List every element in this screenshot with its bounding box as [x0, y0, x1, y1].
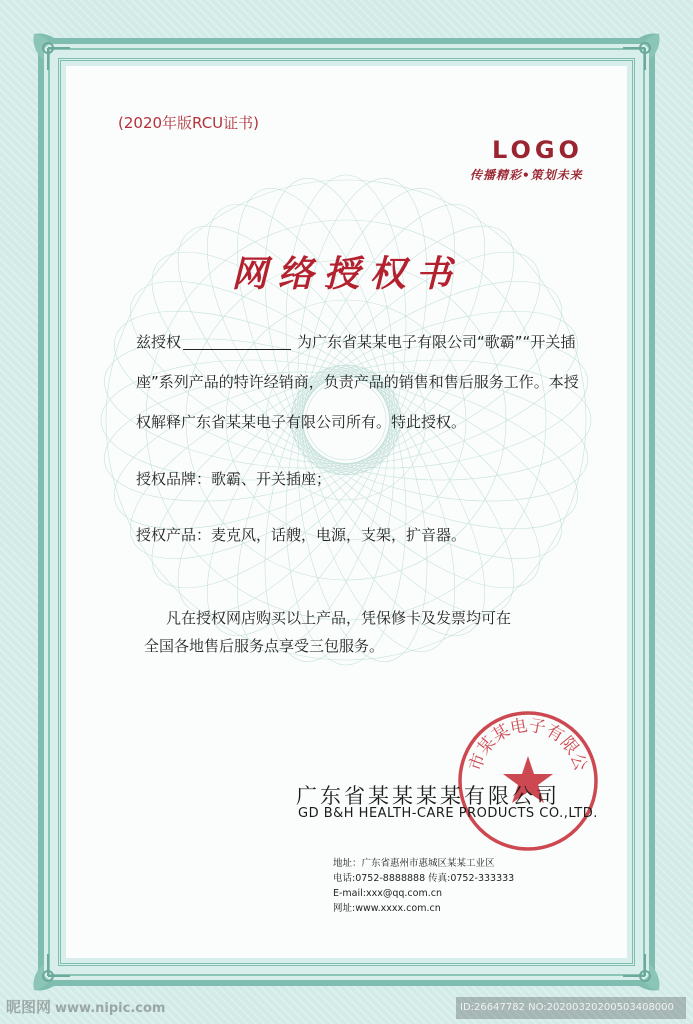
authorized-products: 授权产品：麦克风，话艘，电源，支架，扩音器。 — [136, 526, 467, 544]
company-name-en: GD B&H HEALTH-CARE PRODUCTS CO.,LTD. — [298, 806, 598, 821]
seal-text: 市某某电子有限公 — [465, 715, 591, 774]
edition-label: (2020年版RCU证书) — [118, 114, 260, 132]
notice-line: 全国各地售后服务点享受三包服务。 — [144, 637, 385, 655]
email-line: E-mail:xxx@qq.com.cn — [333, 888, 442, 899]
notice-line: 凡在授权网店购买以上产品，凭保修卡及发票均可在 — [166, 609, 512, 627]
corner-ornament-icon — [30, 30, 74, 74]
phone-fax-line: 电话:0752-8888888 传真:0752-333333 — [333, 873, 515, 884]
authorized-brand: 授权品牌：歌霸、开关插座； — [136, 470, 332, 488]
corner-ornament-icon — [619, 30, 663, 74]
corner-ornament-icon — [619, 950, 663, 994]
authorization-prefix: 兹授权 — [136, 333, 182, 351]
authorization-paragraph — [136, 322, 606, 442]
slogan: 传播精彩•策划未来 — [470, 168, 583, 182]
address-line: 地址：广东省惠州市惠城区某某工业区 — [333, 858, 495, 869]
paragraph-line — [136, 322, 606, 362]
website-line: 网址:www.xxxx.com.cn — [333, 903, 441, 914]
site-url: www.nipic.com — [55, 1001, 166, 1016]
grantee-blank-line — [183, 331, 291, 350]
logo: LOGO — [492, 136, 583, 164]
paragraph-line: 座”系列产品的特许经销商，负责产品的销售和售后服务工作。本授 — [136, 373, 579, 391]
contact-info — [333, 856, 514, 916]
site-watermark — [6, 996, 165, 1017]
authorization-suffix: 为广东省某某电子有限公司“歌霸”“开关插 — [297, 333, 576, 351]
corner-ornament-icon — [30, 950, 74, 994]
paragraph-line: 权解释广东省某某电子有限公司所有。特此授权。 — [136, 413, 467, 431]
certificate-title: 网络授权书 — [231, 253, 462, 295]
site-name: 昵图网 — [6, 998, 52, 1016]
company-name-cn: 广东省某某某某有限公司 — [296, 784, 560, 808]
image-id-watermark: ID:26647782 NO:20200320200503408000 — [456, 997, 686, 1019]
service-notice — [144, 604, 614, 660]
